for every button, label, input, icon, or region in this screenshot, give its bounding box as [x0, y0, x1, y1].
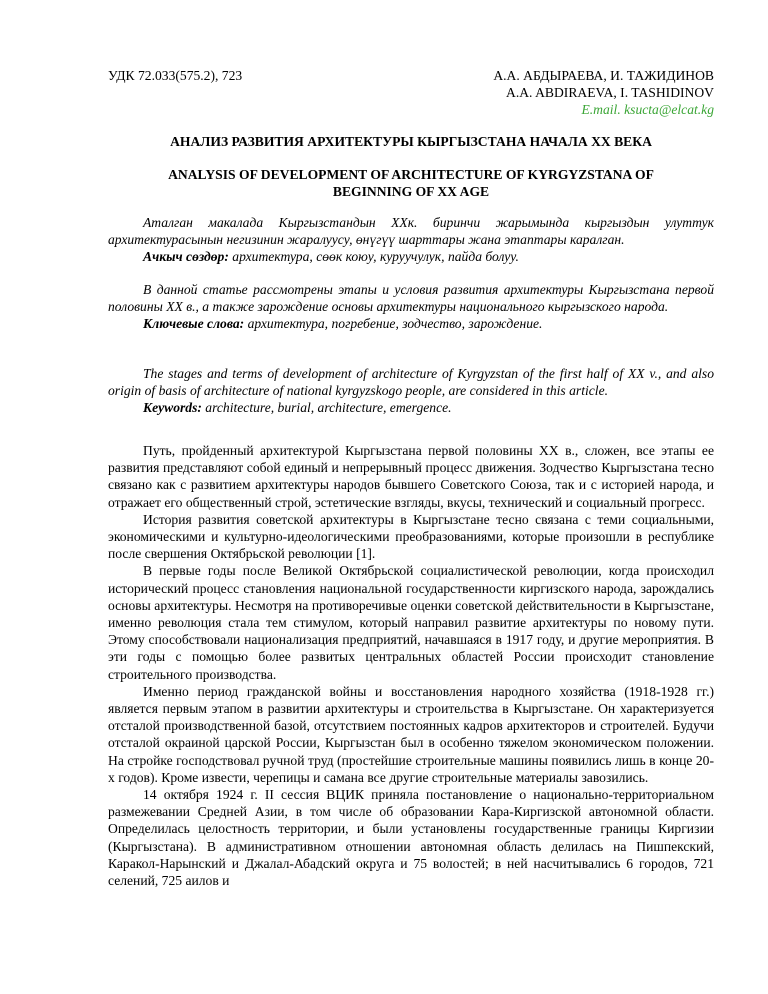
abstract-kyrgyz	[108, 214, 714, 266]
author-email: E.mail. ksucta@elcat.kg	[581, 102, 714, 118]
authors-ru: А.А. АБДЫРАЕВА, И. ТАЖИДИНОВ	[493, 68, 714, 83]
abstract-english	[108, 365, 714, 417]
body-paragraph: 14 октября 1924 г. II сессия ВЦИК приняла постановление о национально-территориальном размежевании Средней Азии, в том числе об образовании Кара-Киргизской автономной области. Определилась целостность территории, и были установлены государственные границы Киргизии (Кыргызстана). В административном отношении автономная область делилась на Пишпекский, Каракол-Нарынский и Джалал-Абадский округа и 75 волостей; в ней насчитывались 6 городов, 721 селений, 725 аилов и	[108, 787, 714, 889]
keywords-russian	[108, 315, 714, 332]
keywords-russian-label: Ключевые слова:	[143, 316, 245, 332]
keywords-english-text: architecture, burial, architecture, emergence.	[201, 400, 452, 416]
title-russian: АНАЛИЗ РАЗВИТИЯ АРХИТЕКТУРЫ КЫРГЫЗСТАНА НАЧАЛА XX ВЕКА	[170, 134, 652, 149]
udk-code: УДК 72.033(575.2), 723	[108, 68, 243, 83]
keywords-english-label: Keywords:	[143, 400, 202, 416]
keywords-english	[108, 399, 714, 416]
body-paragraph: Именно период гражданской войны и восстановления народного хозяйства (1918-1928 гг.) является первым этапом в развитии архитектуры и строительства в Кыргызстане. Он характеризуется отсталой производственной базой, отсутствием постоянных кадров архитекторов и строителей. Будучи отсталой окраиной царской России, Кыргызстан был в особенно тяжелом экономическом положении. На стройке господствовал ручной труд (простейшие строительные машины появились лишь в конце 20-х годов). Кроме извести, черепицы и самана все другие строительные материалы завозились.	[108, 683, 714, 785]
abstract-kyrgyz-text: Аталган макалада Кыргызстандын XXк. биринчи жарымында кыргыздын улуттук архитектурасынын негизинин жаралуусу, өнүгүү шарттары жана этаптары каралган.	[108, 215, 714, 248]
keywords-kyrgyz	[108, 248, 714, 265]
title-english-line1: ANALYSIS OF DEVELOPMENT OF ARCHITECTURE OF KYRGYZSTANA OF	[168, 167, 654, 182]
keywords-russian-text: архитектура, погребение, зодчество, зарождение.	[244, 316, 543, 332]
article-body	[108, 442, 714, 889]
keywords-kyrgyz-text: архитектура, сөөк коюу, куруучулук, пайда болуу.	[228, 249, 519, 265]
title-english-line2: BEGINNING OF XX AGE	[332, 184, 490, 200]
body-paragraph: В первые годы после Великой Октябрьской социалистической революции, когда происходил исторический процесс становления национальной государственности киргизского народа, зарождались основы архитектуры. Несмотря на противоречивые оценки советской действительности в Кыргызстане, именно революция стала тем стимулом, который направил развитие архитектуры по новому пути. Этому способствовали национализация предприятий, начавшаяся в 1917 году, и другие мероприятия. В эти годы с помощью более развитых центральных областей России происходит становление строительного производства.	[108, 563, 714, 682]
body-paragraph: История развития советской архитектуры в Кыргызстане тесно связана с теми социальными, экономическими и культурно-идеологическими преобразованиями, которые произошли в республике после свершения Октябрьской революции [1].	[108, 511, 714, 562]
abstract-english-text: The stages and terms of development of architecture of Kyrgyzstan of the first half of XX v., and also origin of basis of architecture of national kyrgyzskogo people, are considered in this article.	[108, 366, 714, 399]
body-paragraph: Путь, пройденный архитектурой Кыргызстана первой половины XX в., сложен, все этапы ее развития представляют собой единый и непрерывный процесс движения. Зодчество Кыргызстана тесно связано как с развитием архитектуры народов бывшего Советского Союза, так и с историей народа, и отражает его общественный строй, эстетические взгляды, вкусы, технический и социальный прогресс.	[108, 443, 714, 510]
title-english	[108, 166, 714, 200]
authors-block	[418, 67, 714, 119]
abstract-russian-text: В данной статье рассмотрены этапы и условия развития архитектуры Кыргызстана первой половины XX в., а также зарождение основы архитектуры национального кыргызского народа.	[108, 282, 714, 315]
abstract-russian	[108, 281, 714, 333]
keywords-kyrgyz-label: Ачкыч сөздөр:	[143, 249, 229, 265]
authors-en: A.A. ABDIRAEVA, I. TASHIDINOV	[506, 85, 714, 101]
